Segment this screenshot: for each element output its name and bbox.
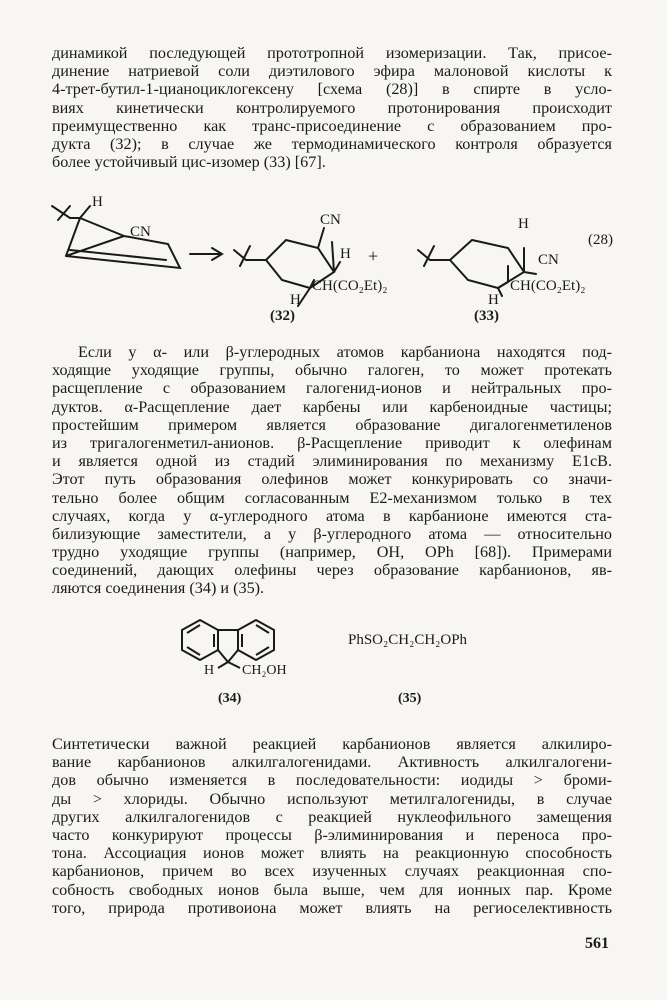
text-line: Если у α- или β-углеродных атомов карбаниона находятся под- [78,343,612,361]
page-number: 561 [585,935,609,952]
product-33-label: (33) [474,308,499,324]
product-33-tbutyl [418,246,450,266]
text-line: карбанионов, причем во всех изученных случаях реакционная спо- [52,862,612,881]
reaction-arrow [190,248,222,260]
text-line: простейшим примером является образование дигалогенметиленов [52,415,612,434]
text-line: тельно более общим согласованным E2-механизмом только в тех [52,488,612,507]
text-line: из тригалогенметил-анионов. β-Расщепление приводит к олефинам [52,433,612,452]
product-32-substituent: CH(CO₂Et)₂ [312,278,388,294]
paragraph-2 [52,343,612,598]
text-line: соединений, дающих олефины через образование карбанионов, яв- [52,561,612,580]
text-line: трудно уходящие группы (например, OH, OPh [68]). Примерами [52,543,612,562]
product-33-h-bottom: H [488,292,499,308]
text-line: виях кинетически контролируемого протонирования происходит [52,98,612,117]
text-line: ды > хлориды. Обычно используют метилгалогениды, в случае [52,789,612,808]
paragraph-1 [52,44,612,171]
product-32-bonds [298,242,340,306]
text-line: Этот путь образования олефинов может конкурировать со значи- [52,470,612,489]
compound-34-h: H [204,663,215,678]
text-line: дов обычно изменяется в последовательности: иодиды > броми- [52,771,612,790]
fluorene-right-inner [242,625,269,655]
product-33-h-top: H [518,216,529,232]
reaction-scheme-28 [40,188,630,330]
text-line: собность свободных ионов была выше, чем для ионных пар. Кроме [52,880,612,899]
fluorene-left-inner [187,625,214,655]
fluorene-c9-bonds [218,662,240,668]
text-line: расщепление с образованием галогенид-ионов и нейтральных про- [52,379,612,398]
product-32-cn-label: CN [320,212,341,228]
product-33-cn-label: CN [538,252,559,268]
product-32-h-bottom: H [290,292,301,308]
reactant-tbutyl-bond [52,206,80,220]
text-line: более устойчивый цис-изомер (33) [67]. [52,153,326,172]
text-line: ляются соединения (34) и (35). [52,579,265,598]
paragraph-3 [52,735,612,917]
text-line: других алкилгалогенидов с реакцией нуклеофильного замещения [52,807,612,826]
compounds-34-35 [160,612,520,710]
text-line: тона. Ассоциация ионов может влиять на реакционную способность [52,844,612,863]
text-line: билизующие заместители, а у β-углеродного атома — относительно [52,524,612,543]
compound-34-label: (34) [218,691,242,706]
text-line: дукта (32); в случае же термодинамического контроля образуется [52,134,612,153]
text-line: того, природа противоиона может влиять на региоселективность [52,898,612,917]
reactant-cn-label: CN [130,224,151,240]
reactant-h-bond [80,206,90,218]
text-line: часто конкурируют процессы β-элиминирования и переноса про- [52,825,612,844]
product-32-tbutyl [234,246,266,266]
product-32-label: (32) [270,308,295,324]
text-line: преимущественно как транс-присоединение с образованием про- [52,116,612,135]
text-line: ходящие уходящие группы, обычно галоген, то может протекать [52,361,612,380]
scheme-number: (28) [588,232,613,248]
plus-sign: + [368,246,379,266]
text-line: 4-трет-бутил-1-цианоциклогексену [схема (28)] в спирте в усло- [52,80,612,99]
compound-35-formula: PhSO₂CH₂CH₂OPh [348,632,468,648]
fluorene-five-ring [218,630,238,662]
reactant-h-label: H [92,194,103,210]
product-32-h-right: H [340,246,351,262]
text-line: и является одной из стадий элиминирования по механизму E1cB. [52,452,612,471]
text-line: случаях, когда у α-углеродного атома в карбанионе имеются ста- [52,506,612,525]
text-line: динамикой последующей прототропной изомеризации. Так, присое- [52,44,612,62]
compound-35-label: (35) [398,691,422,706]
compound-34-substituent: CH₂OH [242,663,287,678]
text-line: вание карбанионов алкилгалогенидами. Активность алкилгалогени- [52,753,612,772]
text-line: динение натриевой соли диэтилового эфира малоновой кислоты к [52,62,612,81]
product-33-substituent: CH(CO₂Et)₂ [510,278,586,294]
text-line: дуктов. α-Расщепление дает карбены или карбеноидные частицы; [52,397,612,416]
text-line: Синтетически важной реакцией карбанионов является алкилиро- [52,735,612,753]
